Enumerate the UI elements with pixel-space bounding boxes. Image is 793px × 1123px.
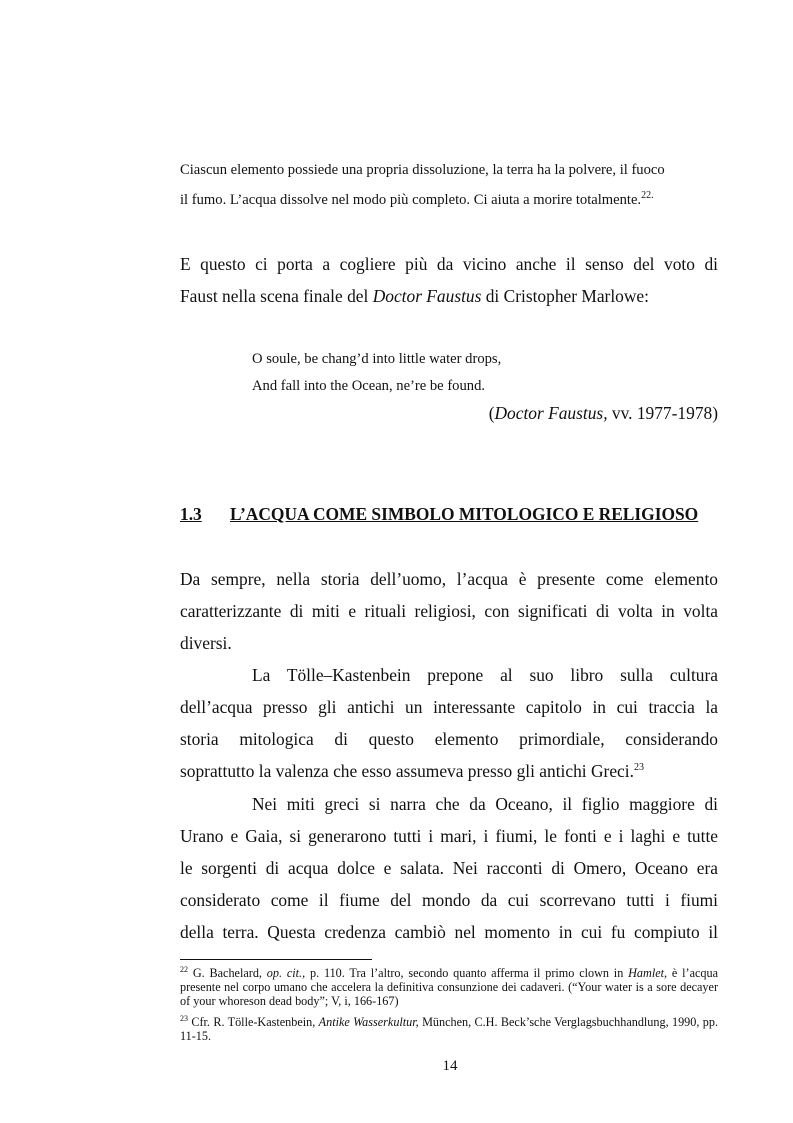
body-p3-line-2: Urano e Gaia, si generarono tutti i mari, i fiumi, le fonti e i laghi e tutte — [180, 826, 718, 846]
intro-line-1: E questo ci porta a cogliere più da vicino anche il senso del voto di — [180, 254, 718, 274]
body-p3-line-3: le sorgenti di acqua dolce e salata. Nei racconti di Omero, Oceano era — [180, 858, 718, 878]
quote-line-1: Ciascun elemento possiede una propria dissoluzione, la terra ha la polvere, il fuoco — [180, 162, 665, 178]
body-p2-line-2: dell’acqua presso gli antichi un interessante capitolo in cui traccia la — [180, 697, 718, 717]
page-number: 14 — [442, 1058, 458, 1074]
quote-line-2 — [180, 190, 654, 210]
footnote-22-a: G. Bachelard, — [188, 966, 267, 980]
footnote-22-c: p. 110. Tra l’altro, secondo quanto afferma il primo clown in — [305, 966, 629, 980]
footnote-23-a: Cfr. R. Tölle-Kastenbein, — [188, 1015, 319, 1029]
footnote-22-b: op. cit., — [266, 966, 306, 980]
body-p2-line-3: storia mitologica di questo elemento primordiale, considerando — [180, 729, 718, 749]
citation-rest: vv. 1977-1978) — [607, 403, 718, 423]
footnote-22-number: 22 — [180, 964, 188, 974]
body-p2-line-4 — [180, 761, 718, 782]
intro-line-2-italic: Doctor Faustus — [372, 286, 482, 306]
footnote-ref-23: 23 — [633, 762, 644, 774]
footnote-22-d: Hamlet — [628, 966, 665, 980]
body-p1-line-2: caratterizzante di miti e rituali religiosi, con significati di volta in volta — [180, 601, 718, 621]
intro-line-2-pre: Faust nella scena finale del — [180, 286, 373, 306]
section-title: L’ACQUA COME SIMBOLO MITOLOGICO E RELIGIOSO — [230, 504, 699, 524]
intro-line-2 — [180, 286, 718, 307]
verse-line-1: O soule, be chang’d into little water drops, — [252, 351, 502, 367]
footnote-22-e: , è l’acqua presente nel corpo umano che accelera la definitiva consunzione dei cadaveri. (“Your water is a sore decayer of your whoreson dead body”; V, i, 166-167) — [180, 966, 718, 1008]
body-p2-line-4-text: soprattutto la valenza che esso assumeva presso gli antichi Greci. — [180, 761, 634, 781]
footnote-23 — [180, 1015, 718, 1043]
section-number: 1.3 — [180, 504, 202, 524]
citation-title: Doctor Faustus, — [494, 403, 608, 423]
verse-citation — [489, 403, 718, 424]
footnote-23-number: 23 — [180, 1013, 188, 1023]
verse-line-2: And fall into the Ocean, ne’re be found. — [252, 378, 486, 394]
intro-line-2-post: di Cristopher Marlowe: — [481, 286, 649, 306]
footnote-23-b: Antike Wasserkultur, — [318, 1015, 419, 1029]
footnote-ref-22: 22. — [641, 190, 654, 202]
footnote-23-c: München, C.H. Beck’sche Verglagsbuchhandlung, 1990, pp. 11-15. — [180, 1015, 718, 1043]
body-p3-line-1: Nei miti greci si narra che da Oceano, il figlio maggiore di — [252, 794, 718, 814]
body-p1-line-3: diversi. — [180, 633, 232, 653]
body-p3-line-5: della terra. Questa credenza cambiò nel momento in cui fu compiuto il — [180, 922, 718, 942]
quote-line-2-text: il fumo. L’acqua dissolve nel modo più completo. Ci aiuta a morire totalmente. — [180, 192, 642, 208]
footnote-divider — [180, 959, 372, 960]
body-p1-line-1: Da sempre, nella storia dell’uomo, l’acqua è presente come elemento — [180, 569, 718, 589]
body-p2-line-1: La Tölle–Kastenbein prepone al suo libro sulla cultura — [252, 665, 718, 685]
citation-open: ( — [488, 403, 495, 423]
body-p3-line-4: considerato come il fiume del mondo da cui scorrevano tutti i fiumi — [180, 890, 718, 910]
footnote-22 — [180, 966, 718, 1008]
